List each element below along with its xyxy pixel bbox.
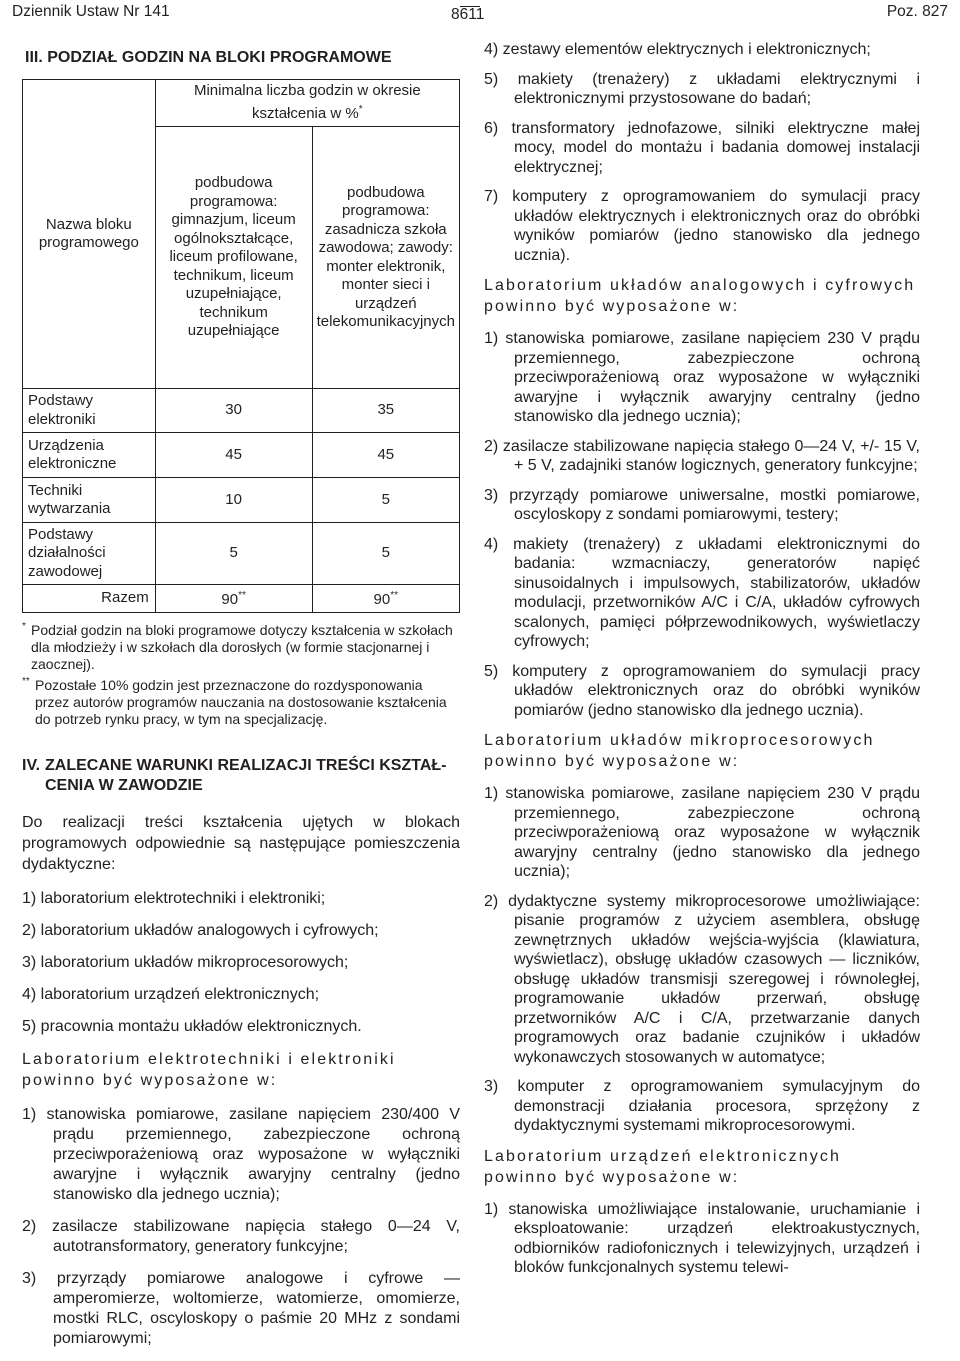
row-value-a: 30	[155, 389, 312, 433]
header-col-a: podbudowa programowa: gimnazjum, liceum ogólnokształcące, liceum profilowane, technikum, liceum uzupełniające, technikum uzupełniające	[155, 127, 312, 389]
total-label: Razem	[23, 585, 156, 613]
room-item: 1) laboratorium elektrotechniki i elektroniki;	[22, 890, 326, 907]
row-name: Podstawy działalności zawodowej	[23, 523, 156, 585]
lab1-item: 5) makiety (trenażery) z układami elektrycznymi i elektronicznymi przystosowane do badań;	[484, 70, 920, 107]
page-header	[0, 0, 960, 30]
room-item: 2) laboratorium układów analogowych i cyfrowych;	[22, 922, 379, 939]
total-b-text: 90	[373, 591, 391, 609]
lab1-item: 1) stanowiska pomiarowe, zasilane napięciem 230/400 V prądu przemiennego, zabezpieczone ochroną przeciwporażeniową oraz wyposażone w wyłączniki awaryjne i wyłącznik awaryjny centralny (jedno stanowisko dla jednego ucznia);	[22, 1106, 460, 1203]
lab2-item: 1) stanowiska pomiarowe, zasilane napięciem 230 V prądu przemiennego, zabezpieczone ochroną przeciwporażeniową oraz wyposażone w wyłączniki awaryjne i wyłącznik awaryjny centralny (jedno stanowisko dla jednego ucznia);	[484, 330, 920, 425]
hours-table	[22, 79, 460, 613]
row-value-a: 5	[155, 523, 312, 585]
header-min-hours-text: Minimalna liczba godzin w okresie kształcenia w %	[193, 82, 421, 122]
dash-right	[460, 6, 480, 7]
room-item: 4) laboratorium urządzeń elektronicznych;	[22, 986, 320, 1003]
lab1-item: 4) zestawy elementów elektrycznych i elektronicznych;	[484, 41, 871, 58]
row-value-b: 5	[312, 523, 459, 585]
header-min-hours-mark: *	[358, 103, 363, 115]
journal-name: Dziennik Ustaw Nr 141	[12, 3, 170, 20]
row-name: Urządzenia elektroniczne	[23, 433, 156, 478]
section4-title-line1: ZALECANE WARUNKI REALIZACJI TREŚCI KSZTAŁ-	[45, 757, 447, 774]
total-value-b	[312, 585, 459, 613]
lab2-heading: Laboratorium układów analogowych i cyfrowych powinno być wyposażone w:	[484, 277, 916, 315]
lab3-item: 2) dydaktyczne systemy mikroprocesorowe umożliwiające: pisanie programów z użyciem asemblera, obsługę zewnętrznych układów wejścia-wyjścia (klawiatura, wyświetlacz), obsługę układów czasowych — liczników, obsługę układów transmisji szeregowej i równoległej, programowanie układów przerwań, obsługę przetworników A/C i C/A, przetwarzanie danych programowych oraz badanie czujników i układów wykonawczych stosowanych w automatyce;	[484, 892, 920, 1066]
section4-title-line2: CENIA W ZAWODZIE	[45, 777, 203, 794]
footnote	[22, 677, 460, 728]
lab3-item: 3) komputer z oprogramowaniem symulacyjnym do demonstracji działania procesora, sprzężony z dydaktycznymi systemami mikroprocesorowymi.	[484, 1078, 920, 1134]
row-name: Techniki wytwarzania	[23, 478, 156, 523]
row-value-b: 35	[312, 389, 459, 433]
lab1-item: 7) komputery z oprogramowaniem do symulacji pracy układów elektrycznych i elektronicznych oraz do obróbki wyników pomiarów (jedno stanowisko dla jednego ucznia).	[484, 188, 920, 264]
lab1-item: 2) zasilacze stabilizowane napięcia stałego 0—24 V, autotransformatory, generatory funkcyjne;	[22, 1218, 460, 1255]
left-column	[22, 40, 460, 1361]
lab1-heading: Laboratorium elektrotechniki i elektroniki powinno być wyposażone w:	[22, 1051, 396, 1089]
lab4-item: 1) stanowiska umożliwiające instalowanie, uruchamianie i eksploatowanie: urządzeń elektroakustycznych, odbiorników radiofonicznych i telewizyjnych, urządzeń i bloków funkcjonalnych systemu telewi-	[484, 1200, 920, 1276]
footnote-text: Pozostałe 10% godzin jest przeznaczone do rozdysponowania przez autorów programów nauczania na dostosowanie kształcenia do potrzeb rynku pracy, w tym na specjalizację.	[35, 677, 447, 727]
footnote-mark: *	[22, 621, 26, 632]
header-block-name: Nazwa bloku programowego	[23, 80, 156, 389]
page-number-value: 8611	[451, 6, 485, 23]
lab1-item: 3) przyrządy pomiarowe analogowe i cyfrowe — amperomierze, woltomierze, watomierze, omomierze, mostki RLC, oscyloskopy o paśmie 20 MHz z sondami pomiarowymi;	[22, 1270, 460, 1347]
lab2-item: 2) zasilacze stabilizowane napięcia stałego 0—24 V, +/- 15 V, + 5 V, zadajniki stanów logicznych, generatory funkcyjne;	[484, 437, 920, 474]
section3-title: III. PODZIAŁ GODZIN NA BLOKI PROGRAMOWE	[25, 49, 392, 66]
header-min-hours	[155, 80, 459, 127]
row-name: Podstawy elektroniki	[23, 389, 156, 433]
lab1-item: 6) transformatory jednofazowe, silniki elektryczne małej mocy, model do montażu i badania domowej instalacji elektrycznej;	[484, 119, 920, 176]
footnotes	[22, 622, 460, 728]
row-value-b: 45	[312, 433, 459, 478]
right-column	[484, 40, 920, 1288]
total-value-a	[155, 585, 312, 613]
row-value-a: 45	[155, 433, 312, 478]
lab2-item: 4) makiety (trenażery) z układami elektronicznymi do badania: wzmacniaczy, generatorów napięć sinusoidalnych i impulsowych, stabilizatorów, układów modulacji, przetworników A/C i C/A, układów cyfrowych scalonych, pamięci półprzewodnikowych, wyświetlaczy cyfrowych;	[484, 535, 920, 650]
section4-title	[22, 756, 460, 796]
row-value-a: 10	[155, 478, 312, 523]
total-b-mark: **	[390, 590, 399, 602]
lab2-item: 3) przyrządy pomiarowe uniwersalne, mostki pomiarowe, oscyloskopy z sondami pomiarowymi, testery;	[484, 486, 920, 523]
position-number: Poz. 827	[886, 3, 948, 20]
lab2-item: 5) komputery z oprogramowaniem do symulacji pracy układów elektronicznych oraz do obróbki wyników pomiarów (jedno stanowisko dla jednego ucznia).	[484, 662, 920, 719]
room-item: 5) pracownia montażu układów elektronicznych.	[22, 1018, 362, 1035]
section4-intro: Do realizacji treści kształcenia ujętych w blokach programowych odpowiednie są następujące pomieszczenia dydaktyczne:	[22, 814, 460, 873]
footnote-text: Podział godzin na bloki programowe dotyczy kształcenia w szkołach dla młodzieży i w szkołach dla dorosłych (w formie stacjonarnej i zaocznej).	[31, 622, 453, 672]
lab4-heading: Laboratorium urządzeń elektronicznych powinno być wyposażone w:	[484, 1147, 841, 1186]
footnote	[22, 622, 460, 673]
lab3-item: 1) stanowiska pomiarowe, zasilane napięciem 230 V prądu przemiennego, zabezpieczone ochroną przeciwporażeniową oraz wyposażone w wyłącznik awaryjny centralny (jedno stanowisko dla jednego ucznia);	[484, 785, 920, 880]
lab3-heading: Laboratorium układów mikroprocesorowych powinno być wyposażone w:	[484, 732, 875, 770]
header-col-b: podbudowa programowa: zasadnicza szkoła zawodowa; zawody: monter elektronik, monter sieci i urządzeń telekomunikacyjnych	[312, 127, 459, 389]
row-value-b: 5	[312, 478, 459, 523]
section4-number: IV.	[22, 757, 41, 774]
room-item: 3) laboratorium układów mikroprocesorowych;	[22, 954, 349, 971]
total-a-text: 90	[221, 591, 239, 609]
footnote-mark: **	[22, 676, 30, 687]
total-a-mark: **	[238, 590, 246, 602]
